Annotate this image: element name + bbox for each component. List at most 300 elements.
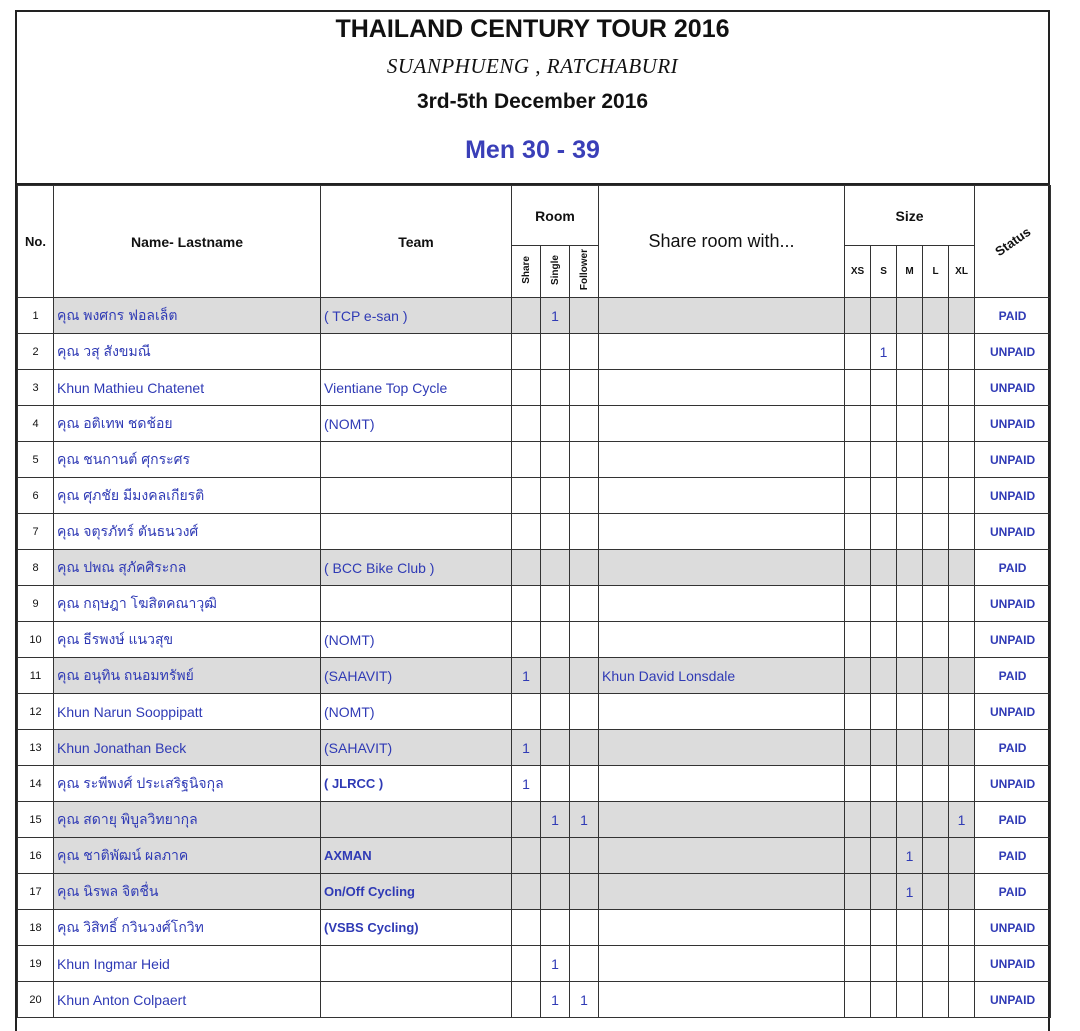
row-number: 14	[18, 766, 54, 802]
payment-status: PAID	[975, 838, 1051, 874]
room-single-cell	[541, 658, 570, 694]
room-share-cell	[512, 694, 541, 730]
row-number: 17	[18, 874, 54, 910]
room-follower-cell	[570, 838, 599, 874]
col-room-share-header	[512, 246, 541, 298]
table-row	[18, 730, 1051, 766]
size-l-cell	[923, 658, 949, 694]
table-row	[18, 478, 1051, 514]
table-row	[18, 694, 1051, 730]
team-name	[321, 802, 512, 838]
size-xl-cell	[949, 370, 975, 406]
size-l-cell	[923, 802, 949, 838]
payment-status: UNPAID	[975, 334, 1051, 370]
table-row	[18, 406, 1051, 442]
row-number: 2	[18, 334, 54, 370]
size-m-cell	[897, 766, 923, 802]
size-l-cell	[923, 982, 949, 1018]
table-row	[18, 982, 1051, 1018]
size-xs-cell	[845, 298, 871, 334]
table-row	[18, 622, 1051, 658]
size-l-cell	[923, 406, 949, 442]
row-number: 20	[18, 982, 54, 1018]
size-l-cell	[923, 946, 949, 982]
table-row	[18, 442, 1051, 478]
size-xs-cell	[845, 370, 871, 406]
size-m-cell	[897, 370, 923, 406]
room-follower-cell	[570, 370, 599, 406]
rider-name: คุณ สดายุ พิบูลวิทยากุล	[54, 802, 321, 838]
share-with-cell	[599, 478, 845, 514]
size-m-cell	[897, 442, 923, 478]
rider-name: คุณ อติเทพ ชดช้อย	[54, 406, 321, 442]
share-with-cell	[599, 406, 845, 442]
team-name	[321, 334, 512, 370]
room-single-label: Single	[549, 254, 561, 285]
row-number: 16	[18, 838, 54, 874]
table-row	[18, 802, 1051, 838]
team-name: (SAHAVIT)	[321, 730, 512, 766]
row-number: 1	[18, 298, 54, 334]
room-share-cell	[512, 838, 541, 874]
rider-name: คุณ นิรพล จิตชื่น	[54, 874, 321, 910]
size-xs-cell	[845, 514, 871, 550]
team-name	[321, 982, 512, 1018]
rider-name: Khun Narun Sooppipatt	[54, 694, 321, 730]
col-size-xs-header: XS	[845, 246, 871, 298]
col-name-header: Name- Lastname	[54, 186, 321, 298]
size-xs-cell	[845, 802, 871, 838]
room-share-cell	[512, 298, 541, 334]
team-name: (SAHAVIT)	[321, 658, 512, 694]
row-number: 10	[18, 622, 54, 658]
payment-status: PAID	[975, 730, 1051, 766]
team-name	[321, 514, 512, 550]
room-single-cell	[541, 334, 570, 370]
size-xs-cell	[845, 586, 871, 622]
size-s-cell	[871, 838, 897, 874]
rider-name: Khun Anton Colpaert	[54, 982, 321, 1018]
size-l-cell	[923, 730, 949, 766]
size-xl-cell	[949, 334, 975, 370]
registration-table	[17, 185, 1051, 1018]
room-share-cell	[512, 478, 541, 514]
event-title: THAILAND CENTURY TOUR 2016	[335, 15, 730, 43]
room-follower-cell	[570, 586, 599, 622]
row-number: 18	[18, 910, 54, 946]
room-follower-cell	[570, 406, 599, 442]
team-name: On/Off Cycling	[321, 874, 512, 910]
size-s-cell	[871, 586, 897, 622]
room-single-cell	[541, 406, 570, 442]
room-single-cell	[541, 514, 570, 550]
size-l-cell	[923, 694, 949, 730]
size-m-cell	[897, 946, 923, 982]
share-with-cell	[599, 370, 845, 406]
share-with-cell	[599, 514, 845, 550]
share-with-cell	[599, 946, 845, 982]
rider-name: คุณ วิสิทธิ์ กวินวงศ์โกวิท	[54, 910, 321, 946]
col-status-header	[975, 186, 1051, 298]
size-m-cell	[897, 910, 923, 946]
rider-name: คุณ อนุทิน ถนอมทรัพย์	[54, 658, 321, 694]
rider-name: คุณ พงศกร ฟอลเล็ต	[54, 298, 321, 334]
size-l-cell	[923, 334, 949, 370]
table-row	[18, 766, 1051, 802]
room-share-cell	[512, 586, 541, 622]
table-row	[18, 838, 1051, 874]
col-room-header: Room	[512, 186, 599, 246]
row-number: 8	[18, 550, 54, 586]
room-share-cell	[512, 442, 541, 478]
room-share-cell: 1	[512, 730, 541, 766]
room-follower-cell	[570, 550, 599, 586]
size-s-cell	[871, 874, 897, 910]
size-xl-cell	[949, 586, 975, 622]
size-xl-cell	[949, 550, 975, 586]
size-s-cell	[871, 622, 897, 658]
team-name: (NOMT)	[321, 406, 512, 442]
team-name: ( JLRCC )	[321, 766, 512, 802]
size-m-cell	[897, 334, 923, 370]
size-s-cell	[871, 514, 897, 550]
size-xl-cell	[949, 406, 975, 442]
room-share-cell	[512, 622, 541, 658]
room-share-cell	[512, 946, 541, 982]
status-header-label: Status	[991, 223, 1034, 260]
size-l-cell	[923, 622, 949, 658]
row-number: 7	[18, 514, 54, 550]
team-name: (NOMT)	[321, 694, 512, 730]
size-xs-cell	[845, 406, 871, 442]
size-m-cell: 1	[897, 874, 923, 910]
size-xs-cell	[845, 550, 871, 586]
rider-name: คุณ ปพณ สุภัคศิระกล	[54, 550, 321, 586]
rider-name: คุณ จตุรภัทร์ ตันธนวงศ์	[54, 514, 321, 550]
size-s-cell	[871, 406, 897, 442]
sheet-header	[17, 12, 1048, 185]
col-room-follower-header	[570, 246, 599, 298]
payment-status: UNPAID	[975, 982, 1051, 1018]
size-xl-cell	[949, 658, 975, 694]
room-single-cell	[541, 442, 570, 478]
payment-status: UNPAID	[975, 910, 1051, 946]
room-follower-cell	[570, 514, 599, 550]
table-row	[18, 658, 1051, 694]
rider-name: Khun Mathieu Chatenet	[54, 370, 321, 406]
size-xl-cell	[949, 946, 975, 982]
room-follower-cell	[570, 478, 599, 514]
size-xs-cell	[845, 478, 871, 514]
payment-status: UNPAID	[975, 478, 1051, 514]
size-m-cell	[897, 586, 923, 622]
size-s-cell	[871, 478, 897, 514]
col-size-s-header: S	[871, 246, 897, 298]
table-row	[18, 874, 1051, 910]
rider-name: Khun Ingmar Heid	[54, 946, 321, 982]
row-number: 3	[18, 370, 54, 406]
size-xl-cell	[949, 874, 975, 910]
size-m-cell	[897, 982, 923, 1018]
size-xs-cell	[845, 334, 871, 370]
size-l-cell	[923, 514, 949, 550]
team-name	[321, 478, 512, 514]
table-row	[18, 910, 1051, 946]
room-single-cell: 1	[541, 298, 570, 334]
size-xs-cell	[845, 658, 871, 694]
team-name: ( BCC Bike Club )	[321, 550, 512, 586]
col-size-l-header: L	[923, 246, 949, 298]
payment-status: UNPAID	[975, 370, 1051, 406]
room-follower-cell	[570, 334, 599, 370]
size-s-cell	[871, 550, 897, 586]
team-name: (VSBS Cycling)	[321, 910, 512, 946]
room-follower-cell	[570, 658, 599, 694]
age-category: Men 30 - 39	[465, 136, 600, 164]
room-follower-cell	[570, 874, 599, 910]
rider-name: Khun Jonathan Beck	[54, 730, 321, 766]
size-xl-cell	[949, 910, 975, 946]
room-follower-cell	[570, 442, 599, 478]
row-number: 4	[18, 406, 54, 442]
share-with-cell: Khun David Lonsdale	[599, 658, 845, 694]
size-m-cell	[897, 550, 923, 586]
rider-name: คุณ ชาติพัฒน์ ผลภาค	[54, 838, 321, 874]
rider-name: คุณ วสุ สังขมณี	[54, 334, 321, 370]
rider-name: คุณ กฤษฎา โฆสิตคณาวุฒิ	[54, 586, 321, 622]
room-single-cell	[541, 370, 570, 406]
room-single-cell: 1	[541, 946, 570, 982]
room-follower-cell: 1	[570, 982, 599, 1018]
size-s-cell	[871, 658, 897, 694]
size-l-cell	[923, 298, 949, 334]
room-single-cell	[541, 550, 570, 586]
size-m-cell	[897, 622, 923, 658]
size-s-cell	[871, 370, 897, 406]
share-with-cell	[599, 442, 845, 478]
size-xs-cell	[845, 946, 871, 982]
room-share-cell: 1	[512, 766, 541, 802]
room-share-cell	[512, 910, 541, 946]
size-xl-cell	[949, 298, 975, 334]
size-s-cell: 1	[871, 334, 897, 370]
payment-status: PAID	[975, 802, 1051, 838]
col-share-with-header: Share room with...	[599, 186, 845, 298]
size-m-cell	[897, 658, 923, 694]
size-l-cell	[923, 766, 949, 802]
size-xs-cell	[845, 910, 871, 946]
size-xl-cell	[949, 982, 975, 1018]
size-xl-cell: 1	[949, 802, 975, 838]
room-follower-cell	[570, 730, 599, 766]
size-l-cell	[923, 910, 949, 946]
payment-status: UNPAID	[975, 586, 1051, 622]
size-m-cell	[897, 730, 923, 766]
rider-name: คุณ ระพีพงศ์ ประเสริฐนิจกุล	[54, 766, 321, 802]
size-m-cell	[897, 802, 923, 838]
col-room-single-header	[541, 246, 570, 298]
team-name	[321, 442, 512, 478]
room-share-cell	[512, 874, 541, 910]
size-l-cell	[923, 586, 949, 622]
payment-status: UNPAID	[975, 694, 1051, 730]
size-s-cell	[871, 910, 897, 946]
payment-status: UNPAID	[975, 766, 1051, 802]
size-xl-cell	[949, 514, 975, 550]
rider-name: คุณ ชนกานต์ ศุกระศร	[54, 442, 321, 478]
size-xs-cell	[845, 982, 871, 1018]
payment-status: PAID	[975, 550, 1051, 586]
room-single-cell	[541, 910, 570, 946]
size-xl-cell	[949, 694, 975, 730]
room-follower-cell	[570, 766, 599, 802]
size-xs-cell	[845, 838, 871, 874]
size-s-cell	[871, 982, 897, 1018]
size-m-cell	[897, 478, 923, 514]
col-size-header: Size	[845, 186, 975, 246]
room-single-cell	[541, 478, 570, 514]
size-xs-cell	[845, 694, 871, 730]
team-name: (NOMT)	[321, 622, 512, 658]
size-m-cell: 1	[897, 838, 923, 874]
room-follower-label: Follower	[578, 249, 590, 291]
room-single-cell: 1	[541, 982, 570, 1018]
room-follower-cell	[570, 946, 599, 982]
size-m-cell	[897, 406, 923, 442]
share-with-cell	[599, 802, 845, 838]
rider-name: คุณ ธีรพงษ์ แนวสุข	[54, 622, 321, 658]
share-with-cell	[599, 334, 845, 370]
share-with-cell	[599, 622, 845, 658]
share-with-cell	[599, 838, 845, 874]
share-with-cell	[599, 694, 845, 730]
room-follower-cell: 1	[570, 802, 599, 838]
size-l-cell	[923, 370, 949, 406]
room-share-cell	[512, 514, 541, 550]
table-row	[18, 370, 1051, 406]
size-l-cell	[923, 838, 949, 874]
table-row	[18, 334, 1051, 370]
payment-status: UNPAID	[975, 406, 1051, 442]
room-single-cell	[541, 586, 570, 622]
row-number: 6	[18, 478, 54, 514]
col-no-header: No.	[18, 186, 54, 298]
room-share-cell	[512, 334, 541, 370]
share-with-cell	[599, 874, 845, 910]
row-number: 13	[18, 730, 54, 766]
room-share-cell	[512, 406, 541, 442]
room-single-cell	[541, 622, 570, 658]
share-with-cell	[599, 550, 845, 586]
size-xl-cell	[949, 622, 975, 658]
table-row	[18, 298, 1051, 334]
size-xs-cell	[845, 622, 871, 658]
size-xs-cell	[845, 766, 871, 802]
team-name: ( TCP e-san )	[321, 298, 512, 334]
size-l-cell	[923, 442, 949, 478]
col-size-xl-header: XL	[949, 246, 975, 298]
room-share-cell	[512, 550, 541, 586]
payment-status: PAID	[975, 874, 1051, 910]
team-name	[321, 586, 512, 622]
rider-name: คุณ ศุภชัย มีมงคลเกียรติ	[54, 478, 321, 514]
size-xs-cell	[845, 442, 871, 478]
payment-status: PAID	[975, 658, 1051, 694]
size-xl-cell	[949, 442, 975, 478]
table-row	[18, 946, 1051, 982]
row-number: 9	[18, 586, 54, 622]
size-s-cell	[871, 694, 897, 730]
payment-status: UNPAID	[975, 442, 1051, 478]
size-xl-cell	[949, 730, 975, 766]
row-number: 5	[18, 442, 54, 478]
share-with-cell	[599, 298, 845, 334]
room-share-label: Share	[520, 256, 532, 284]
share-with-cell	[599, 766, 845, 802]
share-with-cell	[599, 586, 845, 622]
room-single-cell	[541, 838, 570, 874]
size-xl-cell	[949, 478, 975, 514]
share-with-cell	[599, 910, 845, 946]
size-l-cell	[923, 478, 949, 514]
event-location: SUANPHUENG , RATCHABURI	[386, 54, 679, 78]
registration-sheet	[15, 10, 1050, 1031]
size-l-cell	[923, 550, 949, 586]
payment-status: PAID	[975, 298, 1051, 334]
row-number: 15	[18, 802, 54, 838]
room-follower-cell	[570, 298, 599, 334]
room-single-cell	[541, 730, 570, 766]
size-s-cell	[871, 946, 897, 982]
room-single-cell	[541, 874, 570, 910]
table-row	[18, 550, 1051, 586]
size-m-cell	[897, 514, 923, 550]
size-xs-cell	[845, 730, 871, 766]
size-l-cell	[923, 874, 949, 910]
size-m-cell	[897, 298, 923, 334]
room-single-cell	[541, 694, 570, 730]
payment-status: UNPAID	[975, 622, 1051, 658]
room-share-cell: 1	[512, 658, 541, 694]
size-m-cell	[897, 694, 923, 730]
room-share-cell	[512, 802, 541, 838]
size-s-cell	[871, 802, 897, 838]
col-team-header: Team	[321, 186, 512, 298]
room-share-cell	[512, 982, 541, 1018]
room-follower-cell	[570, 910, 599, 946]
size-s-cell	[871, 766, 897, 802]
table-row	[18, 514, 1051, 550]
room-single-cell: 1	[541, 802, 570, 838]
row-number: 11	[18, 658, 54, 694]
room-follower-cell	[570, 622, 599, 658]
payment-status: UNPAID	[975, 514, 1051, 550]
col-size-m-header: M	[897, 246, 923, 298]
row-number: 12	[18, 694, 54, 730]
size-s-cell	[871, 298, 897, 334]
size-s-cell	[871, 442, 897, 478]
team-name	[321, 946, 512, 982]
room-single-cell	[541, 766, 570, 802]
team-name: Vientiane Top Cycle	[321, 370, 512, 406]
size-xl-cell	[949, 838, 975, 874]
share-with-cell	[599, 730, 845, 766]
row-number: 19	[18, 946, 54, 982]
size-xs-cell	[845, 874, 871, 910]
room-follower-cell	[570, 694, 599, 730]
size-s-cell	[871, 730, 897, 766]
event-dates: 3rd-5th December 2016	[416, 90, 649, 113]
